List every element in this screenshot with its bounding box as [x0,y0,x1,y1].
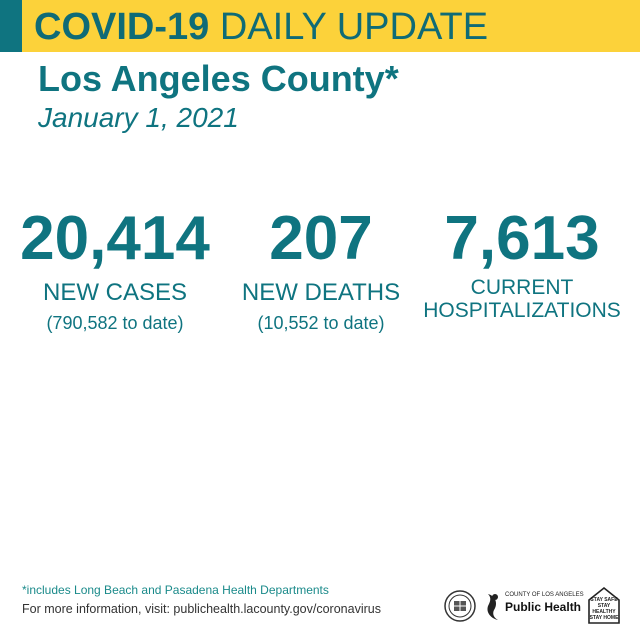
stat-new-cases [10,206,220,334]
banner-accent-bar [0,0,22,52]
stat-label-line1: CURRENT [470,276,574,299]
stat-new-deaths [228,206,414,334]
stat-value: 7,613 [444,204,600,273]
stat-label: NEW DEATHS [241,279,401,306]
stat-subtotal: (10,552 to date) [257,313,385,333]
stat-label: NEW CASES [42,279,188,306]
banner-title-bold: COVID-19 [34,6,210,48]
stat-value: 20,414 [20,204,210,273]
stat-label [420,276,624,322]
banner-title-light: DAILY UPDATE [219,6,489,48]
stat-hospitalizations [420,206,624,322]
stat-subtotal: (790,582 to date) [46,313,184,333]
stat-label-line2: HOSPITALIZATIONS [423,299,621,322]
stay-line-1: STAY SAFE [590,597,618,603]
stay-line-2: STAY HEALTHY [592,603,616,615]
title-banner [0,0,640,52]
banner-title [34,5,488,49]
stay-home-text [588,597,620,621]
county-heading: Los Angeles County* [38,58,399,99]
report-date: January 1, 2021 [38,102,239,133]
footnote: *includes Long Beach and Pasadena Health Departments [22,583,329,597]
stat-value: 207 [269,204,373,273]
more-info-text: For more information, visit: publichealth.lacounty.gov/coronavirus [22,602,381,616]
county-seal-icon [444,590,476,622]
stay-line-3: STAY HOME [589,615,619,621]
logo-subtitle: COUNTY OF LOS ANGELES [505,592,584,598]
logo-title: Public Health [505,600,582,614]
